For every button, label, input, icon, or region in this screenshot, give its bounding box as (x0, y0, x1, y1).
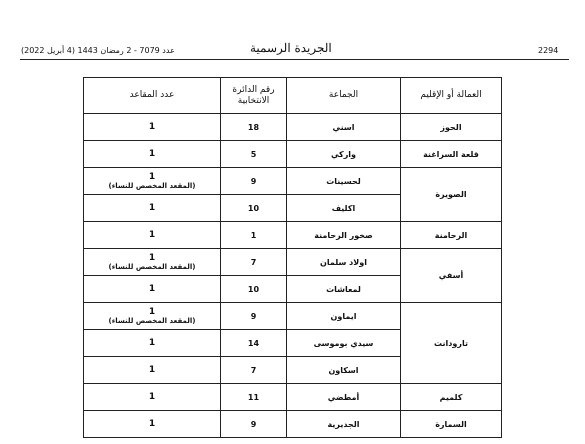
table-row (84, 249, 502, 276)
header-rule (20, 59, 569, 60)
seats-value: 1 (148, 338, 156, 348)
seats-value: 1 (148, 392, 156, 402)
circuit-cell: 7 (221, 249, 287, 276)
seats-value: 1 (148, 149, 156, 159)
page-number: 2294 (538, 46, 559, 55)
table-row (84, 114, 502, 141)
table-header-row (84, 78, 502, 114)
commune-cell: سيدي بوموسى (287, 330, 401, 357)
commune-cell: اسكاون (287, 357, 401, 384)
women-seat-note: (المقعد المخصص للنساء) (108, 263, 196, 271)
circuit-cell: 11 (221, 384, 287, 411)
circuit-cell: 10 (221, 195, 287, 222)
women-seat-note: (المقعد المخصص للنساء) (108, 182, 196, 190)
circuit-cell: 14 (221, 330, 287, 357)
region-cell: قلعة السراغنة (401, 141, 502, 168)
seats-cell (84, 249, 221, 276)
header-circuit: رقم الدائرة الانتخابية (221, 78, 287, 114)
circuit-cell: 18 (221, 114, 287, 141)
commune-cell: الجديرية (287, 411, 401, 438)
table-row (84, 222, 502, 249)
issue-info: عدد 7079 - 2 رمضان 1443 (4 أبريل 2022) (21, 46, 175, 55)
circuit-cell: 9 (221, 303, 287, 330)
seats-cell (84, 114, 221, 141)
region-cell: أسفي (401, 249, 502, 303)
gazette-title: الجريدة الرسمية (250, 41, 332, 55)
region-cell: الحوز (401, 114, 502, 141)
commune-cell: اولاد سلمان (287, 249, 401, 276)
table-row (84, 168, 502, 195)
commune-cell: اكليف (287, 195, 401, 222)
circuit-cell: 9 (221, 411, 287, 438)
commune-cell: اسني (287, 114, 401, 141)
region-cell: الصويرة (401, 168, 502, 222)
commune-cell: لحسينات (287, 168, 401, 195)
seats-cell (84, 222, 221, 249)
women-seat-note: (المقعد المخصص للنساء) (108, 317, 196, 325)
table-row (84, 384, 502, 411)
seats-cell (84, 195, 221, 222)
seats-value: 1 (148, 172, 156, 182)
table-row (84, 141, 502, 168)
seats-table (83, 77, 502, 438)
seats-cell (84, 303, 221, 330)
seats-value: 1 (148, 284, 156, 294)
seats-value: 1 (148, 203, 156, 213)
circuit-cell: 1 (221, 222, 287, 249)
commune-cell: واركي (287, 141, 401, 168)
seats-cell (84, 330, 221, 357)
region-cell: السمارة (401, 411, 502, 438)
header-seats: عدد المقاعد (84, 78, 221, 114)
seats-cell (84, 276, 221, 303)
commune-cell: أمطضي (287, 384, 401, 411)
region-cell: كلميم (401, 384, 502, 411)
region-cell: تارودانت (401, 303, 502, 384)
seats-value: 1 (148, 230, 156, 240)
header-region: العمالة أو الإقليم (401, 78, 502, 114)
table-row (84, 411, 502, 438)
commune-cell: ايماون (287, 303, 401, 330)
seats-value: 1 (148, 122, 156, 132)
seats-cell (84, 141, 221, 168)
seats-cell (84, 384, 221, 411)
seats-value: 1 (148, 307, 156, 317)
seats-value: 1 (148, 419, 156, 429)
region-cell: الرحامنة (401, 222, 502, 249)
circuit-cell: 7 (221, 357, 287, 384)
commune-cell: صخور الرحامنة (287, 222, 401, 249)
seats-value: 1 (148, 365, 156, 375)
seats-value: 1 (148, 253, 156, 263)
circuit-cell: 10 (221, 276, 287, 303)
circuit-cell: 9 (221, 168, 287, 195)
commune-cell: لمعاشات (287, 276, 401, 303)
seats-cell (84, 357, 221, 384)
header-commune: الجماعة (287, 78, 401, 114)
circuit-cell: 5 (221, 141, 287, 168)
seats-cell (84, 411, 221, 438)
table-row (84, 303, 502, 330)
seats-table-body (84, 78, 502, 438)
seats-cell (84, 168, 221, 195)
